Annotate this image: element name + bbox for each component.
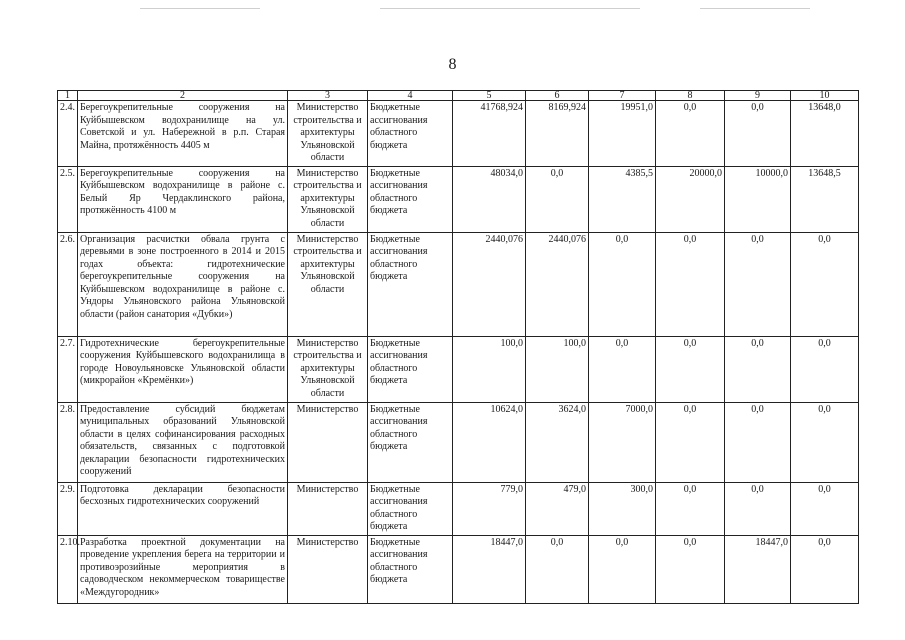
total-value: 100,0 — [453, 336, 526, 402]
year-value: 8169,924 — [526, 101, 589, 167]
total-value: 48034,0 — [453, 166, 526, 232]
column-header: 8 — [656, 91, 725, 101]
executor: Министерство строительства и архитектуры Ульяновской области — [288, 232, 368, 336]
column-header: 9 — [725, 91, 791, 101]
column-header: 3 — [288, 91, 368, 101]
page-number: 8 — [448, 56, 457, 73]
table-row — [58, 101, 859, 167]
row-number: 2.9. — [58, 482, 78, 535]
total-value: 779,0 — [453, 482, 526, 535]
measure-name: Организация расчистки обвала грунта с деревьями в зоне построенного в 2014 и 2015 годах объекта: гидротехнические берегоукрепительные сооружения на Куйбышевском водохранилище в районе с. Ундоры Ульяновского района Ульяновской области (район санатория «Дубки») — [78, 232, 288, 336]
year-value: 0,0 — [791, 482, 859, 535]
year-value: 20000,0 — [656, 166, 725, 232]
funding-source: Бюджетные ассигнования областного бюджета — [368, 101, 453, 167]
total-value: 10624,0 — [453, 402, 526, 482]
funding-source: Бюджетные ассигнования областного бюджета — [368, 232, 453, 336]
column-header: 6 — [526, 91, 589, 101]
year-value: 0,0 — [656, 482, 725, 535]
scan-artifact — [380, 8, 640, 9]
year-value: 0,0 — [725, 336, 791, 402]
year-value: 0,0 — [589, 336, 656, 402]
year-value: 0,0 — [589, 232, 656, 336]
year-value: 100,0 — [526, 336, 589, 402]
header-row — [58, 91, 859, 101]
measure-name: Предоставление субсидий бюджетам муниципальных образований Ульяновской области в целях софинансирования расходных обязательств, связанных с подготовкой декларации безопасности гидротехнических сооружений — [78, 402, 288, 482]
measure-name: Гидротехнические берегоукрепительные сооружения Куйбышевского водохранилища в городе Новоульяновске Ульяновской области (микрорайон «Кремёнки») — [78, 336, 288, 402]
year-value: 0,0 — [656, 535, 725, 603]
year-value: 0,0 — [725, 101, 791, 167]
measure-name: Берегоукрепительные сооружения на Куйбышевском водохранилище в районе с. Белый Яр Чердаклинского района, протяжённость 4100 м — [78, 166, 288, 232]
row-number: 2.6. — [58, 232, 78, 336]
funding-source: Бюджетные ассигнования областного бюджета — [368, 402, 453, 482]
year-value: 479,0 — [526, 482, 589, 535]
year-value: 0,0 — [725, 482, 791, 535]
table-row — [58, 166, 859, 232]
year-value: 0,0 — [656, 101, 725, 167]
column-header: 10 — [791, 91, 859, 101]
year-value: 13648,5 — [791, 166, 859, 232]
column-header: 2 — [78, 91, 288, 101]
executor: Министерство строительства и архитектуры Ульяновской области — [288, 166, 368, 232]
funding-source: Бюджетные ассигнования областного бюджета — [368, 482, 453, 535]
executor: Министерство строительства и архитектуры Ульяновской области — [288, 101, 368, 167]
row-number: 2.7. — [58, 336, 78, 402]
total-value: 18447,0 — [453, 535, 526, 603]
year-value: 0,0 — [656, 336, 725, 402]
total-value: 2440,076 — [453, 232, 526, 336]
year-value: 0,0 — [725, 232, 791, 336]
year-value: 2440,076 — [526, 232, 589, 336]
column-header: 4 — [368, 91, 453, 101]
year-value: 0,0 — [791, 402, 859, 482]
year-value: 0,0 — [725, 402, 791, 482]
row-number: 2.10. — [58, 535, 78, 603]
budget-table — [57, 90, 859, 604]
executor: Министерство — [288, 535, 368, 603]
funding-source: Бюджетные ассигнования областного бюджета — [368, 166, 453, 232]
executor: Министерство — [288, 482, 368, 535]
table-row — [58, 402, 859, 482]
table-row — [58, 232, 859, 336]
row-number: 2.4. — [58, 101, 78, 167]
year-value: 300,0 — [589, 482, 656, 535]
funding-source: Бюджетные ассигнования областного бюджета — [368, 535, 453, 603]
year-value: 0,0 — [589, 535, 656, 603]
year-value: 0,0 — [791, 232, 859, 336]
total-value: 41768,924 — [453, 101, 526, 167]
measure-name: Берегоукрепительные сооружения на Куйбышевском водохранилище на ул. Советской и ул. Набережной в р.п. Старая Майна, протяжённость 4405 м — [78, 101, 288, 167]
year-value: 7000,0 — [589, 402, 656, 482]
row-number: 2.5. — [58, 166, 78, 232]
year-value: 0,0 — [791, 535, 859, 603]
scan-artifact — [140, 8, 260, 9]
year-value: 19951,0 — [589, 101, 656, 167]
year-value: 13648,0 — [791, 101, 859, 167]
year-value: 3624,0 — [526, 402, 589, 482]
year-value: 18447,0 — [725, 535, 791, 603]
row-number: 2.8. — [58, 402, 78, 482]
year-value: 10000,0 — [725, 166, 791, 232]
year-value: 0,0 — [791, 336, 859, 402]
executor: Министерство строительства и архитектуры Ульяновской области — [288, 336, 368, 402]
year-value: 4385,5 — [589, 166, 656, 232]
year-value: 0,0 — [656, 402, 725, 482]
executor: Министерство — [288, 402, 368, 482]
column-header: 7 — [589, 91, 656, 101]
year-value: 0,0 — [656, 232, 725, 336]
scan-artifact — [700, 8, 810, 9]
column-header: 5 — [453, 91, 526, 101]
year-value: 0,0 — [526, 535, 589, 603]
table-row — [58, 535, 859, 603]
year-value: 0,0 — [526, 166, 589, 232]
column-header: 1 — [58, 91, 78, 101]
measure-name: Разработка проектной документации на проведение укрепления берега на территории и противоэрозийные мероприятия в садоводческом некоммерческом товариществе «Междугородник» — [78, 535, 288, 603]
table-row — [58, 336, 859, 402]
measure-name: Подготовка декларации безопасности бесхозных гидротехнических сооружений — [78, 482, 288, 535]
table-row — [58, 482, 859, 535]
funding-source: Бюджетные ассигнования областного бюджета — [368, 336, 453, 402]
